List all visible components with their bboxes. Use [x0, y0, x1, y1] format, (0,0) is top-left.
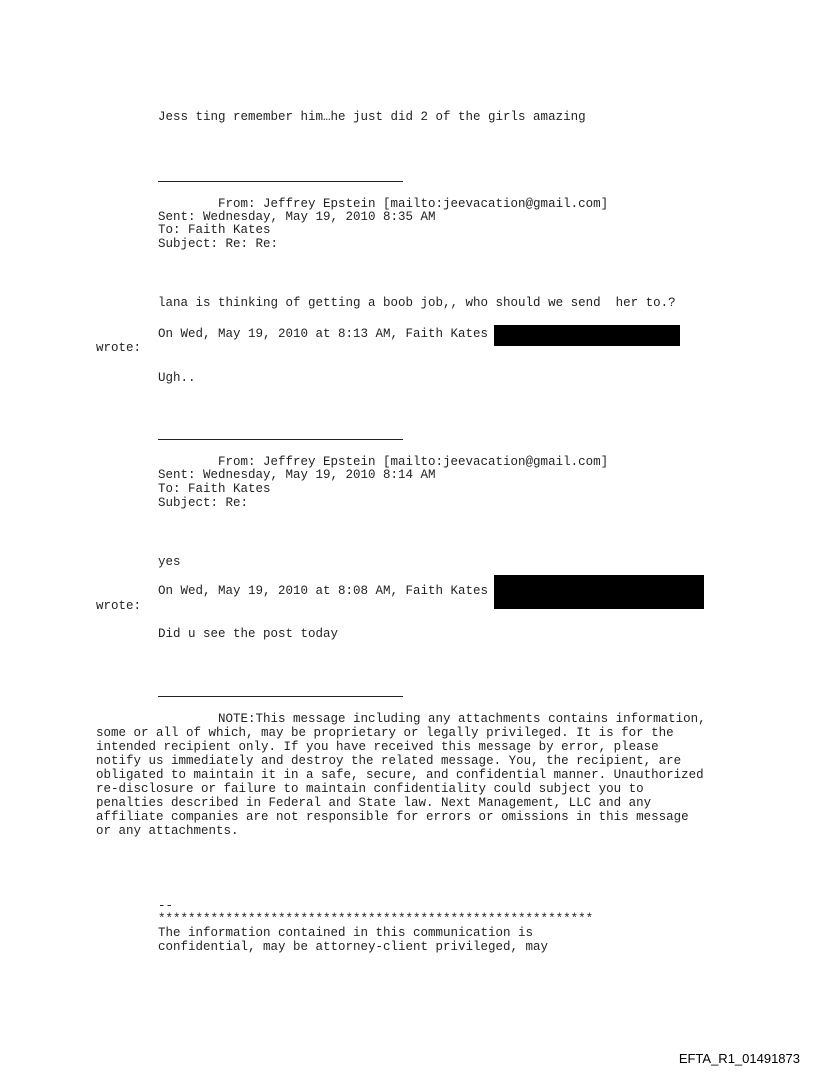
disclaimer-line: obligated to maintain it in a safe, secure, and confidential manner. Unauthorized: [96, 768, 704, 782]
header-subject: Subject: Re: Re:: [158, 237, 279, 251]
message-body: yes: [158, 555, 181, 569]
signature-line: The information contained in this communication is: [158, 926, 534, 940]
signature-line: confidential, may be attorney-client privileged, may: [158, 940, 549, 954]
header-to: To: Faith Kates: [158, 482, 271, 496]
quote-wrote: wrote:: [96, 599, 142, 613]
signature-dashes: --: [158, 899, 174, 913]
header-subject: Subject: Re:: [158, 496, 249, 510]
message-body: Did u see the post today: [158, 627, 339, 641]
message-body: Jess ting remember him…he just did 2 of the girls amazing: [158, 110, 586, 124]
disclaimer-line: intended recipient only. If you have received this message by error, please: [96, 740, 659, 754]
document-id: EFTA_R1_01491873: [678, 1051, 800, 1066]
header-to: To: Faith Kates: [158, 223, 271, 237]
message-body: lana is thinking of getting a boob job,, who should we send her to.?: [158, 296, 676, 310]
separator-rule: [158, 181, 403, 182]
redaction-box: [494, 575, 704, 609]
quote-line: On Wed, May 19, 2010 at 8:13 AM, Faith Kates: [158, 327, 489, 341]
quote-line: On Wed, May 19, 2010 at 8:08 AM, Faith Kates: [158, 584, 489, 598]
separator-rule: [158, 439, 403, 440]
quote-wrote: wrote:: [96, 341, 142, 355]
disclaimer-line: some or all of which, may be proprietary or legally privileged. It is for the: [96, 726, 674, 740]
disclaimer-line: notify us immediately and destroy the related message. You, the recipient, are: [96, 754, 682, 768]
disclaimer-line: re-disclosure or failure to maintain confidentiality could subject you to: [96, 782, 644, 796]
header-sent: Sent: Wednesday, May 19, 2010 8:35 AM: [158, 210, 436, 224]
disclaimer-line: affiliate companies are not responsible for errors or omissions in this message: [96, 810, 689, 824]
disclaimer-line: penalties described in Federal and State law. Next Management, LLC and any: [96, 796, 652, 810]
message-body: Ugh..: [158, 371, 196, 385]
disclaimer-line: or any attachments.: [96, 824, 239, 838]
separator-rule: [158, 696, 403, 697]
header-from: From: Jeffrey Epstein [mailto:jeevacation@gmail.com]: [158, 455, 609, 469]
header-from: From: Jeffrey Epstein [mailto:jeevacation@gmail.com]: [158, 197, 609, 211]
redaction-box: [494, 325, 680, 346]
signature-stars: **********************************************************: [158, 912, 594, 926]
header-sent: Sent: Wednesday, May 19, 2010 8:14 AM: [158, 468, 436, 482]
disclaimer-line: NOTE:This message including any attachments contains information,: [158, 712, 706, 726]
